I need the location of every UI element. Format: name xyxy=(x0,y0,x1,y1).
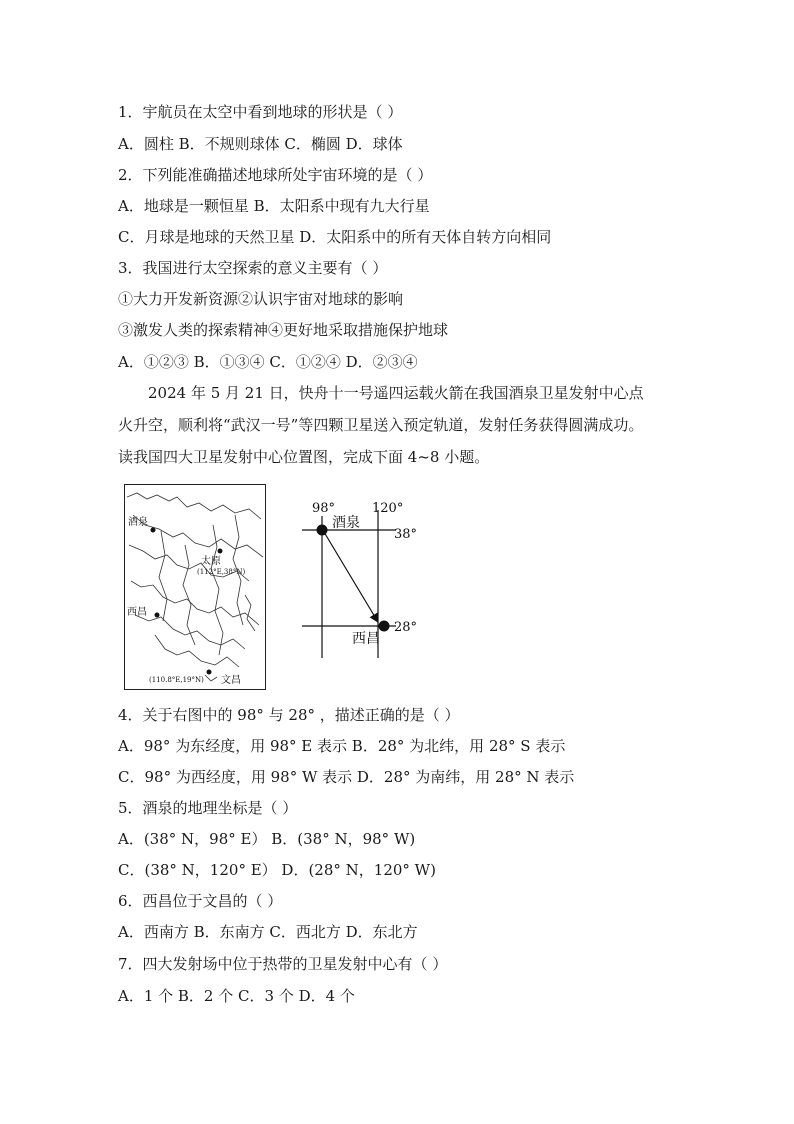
q4-options-ab: A．98° 为东经度，用 98° E 表示 B．28° 为北纬，用 28° S 表示 xyxy=(118,737,566,755)
q4-options-cd: C．98° 为西经度，用 98° W 表示 D．28° 为南纬，用 28° N 表示 xyxy=(118,768,575,786)
grid-drawing xyxy=(298,496,428,662)
q6-stem: 6．西昌位于文昌的（ ） xyxy=(118,892,283,910)
q6-options: A．西南方 B．东南方 C．西北方 D．东北方 xyxy=(118,923,418,941)
map-label-xichang: 西昌 xyxy=(127,607,147,618)
grid-label-jiuquan: 酒泉 xyxy=(332,515,360,531)
jiuquan-dot xyxy=(151,528,156,533)
grid-label-xichang: 西昌 xyxy=(352,631,380,647)
q2-stem: 2．下列能准确描述地球所处宇宙环境的是（ ） xyxy=(118,166,433,184)
wenchang-dot xyxy=(207,670,212,675)
launch-center-map xyxy=(124,484,266,690)
q1-options: A．圆柱 B．不规则球体 C．椭圆 D．球体 xyxy=(118,135,403,153)
q1-stem: 1．宇航员在太空中看到地球的形状是（ ） xyxy=(118,103,403,121)
passage-line-1: 2024 年 5 月 21 日，快舟十一号遥四运载火箭在我国酒泉卫星发射中心点 xyxy=(148,384,644,402)
q5-stem: 5．酒泉的地理坐标是（ ） xyxy=(118,799,298,817)
q3-item-12: ①大力开发新资源②认识宇宙对地球的影响 xyxy=(118,290,404,308)
grid-label-120: 120° xyxy=(372,501,404,516)
map-drawing xyxy=(125,485,265,689)
q7-options: A．1 个 B．2 个 C．3 个 D．4 个 xyxy=(118,987,355,1005)
q3-item-34: ③激发人类的探索精神④更好地采取措施保护地球 xyxy=(118,321,449,339)
map-label-taiyuan: 太原 xyxy=(201,556,221,567)
q4-stem: 4．关于右图中的 98° 与 28° ，描述正确的是（ ） xyxy=(118,706,460,724)
q7-stem: 7．四大发射场中位于热带的卫星发射中心有（ ） xyxy=(118,955,448,973)
jiuquan-point xyxy=(317,525,328,536)
passage-line-2: 火升空，顺利将“武汉一号”等四颗卫星送入预定轨道，发射任务获得圆满成功。 xyxy=(118,416,644,434)
q5-options-cd: C．(38° N，120° E） D．(28° N，120° W) xyxy=(118,861,436,879)
q3-stem: 3．我国进行太空探索的意义主要有（ ） xyxy=(118,259,388,277)
grid-label-38: 38° xyxy=(394,527,418,542)
xichang-dot xyxy=(155,613,160,618)
jiuquan-to-xichang-arrow xyxy=(324,532,378,622)
passage xyxy=(118,377,678,473)
map-label-jiuquan: 酒泉 xyxy=(128,517,148,528)
map-label-wenchang-coord: (110.8°E,19°N) xyxy=(149,676,204,684)
map-label-taiyuan-coord: (112°E,38°N) xyxy=(197,568,246,576)
q2-options-ab: A．地球是一颗恒星 B．太阳系中现有九大行星 xyxy=(118,197,430,215)
q3-options: A．①②③ B．①③④ C．①②④ D．②③④ xyxy=(118,353,418,371)
q5-options-ab: A．(38° N，98° E） B．(38° N，98° W) xyxy=(118,830,416,848)
lat-lon-grid xyxy=(298,496,428,662)
taiyuan-dot xyxy=(218,549,223,554)
grid-label-28: 28° xyxy=(394,620,418,635)
q2-options-cd: C．月球是地球的天然卫星 D．太阳系中的所有天体自转方向相同 xyxy=(118,228,552,246)
grid-label-98: 98° xyxy=(312,501,336,516)
xichang-point xyxy=(379,621,390,632)
passage-line-3: 读我国四大卫星发射中心位置图，完成下面 4~8 小题。 xyxy=(118,448,490,466)
map-label-wenchang: 文昌 xyxy=(221,675,241,686)
